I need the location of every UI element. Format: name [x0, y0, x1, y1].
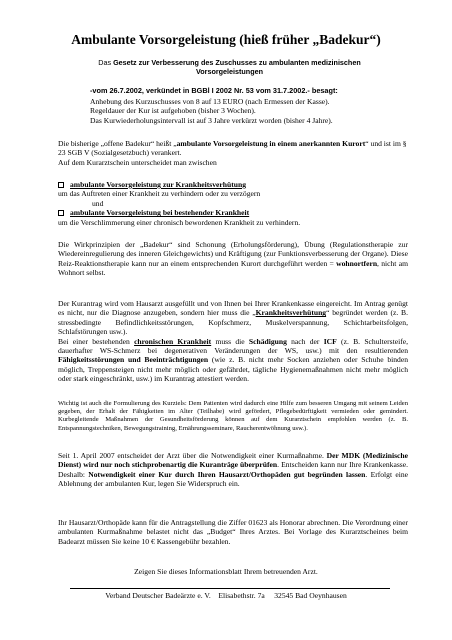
footer-address: Verband Deutscher Badeärzte e. V. Elisabethstr. 7a 32545 Bad Oeynhausen — [105, 591, 347, 600]
intro-text — [82, 58, 377, 76]
change-item: Das Kurwiederholungsintervall ist auf 3 Jahre verkürzt worden (bisher 4 Jahre). — [90, 115, 333, 125]
law-date-line: -vom 26.7.2002, verkündet in BGBl I 2002 Nr. 53 vom 31.7.2002.- besagt: — [90, 86, 338, 95]
checkbox-icon — [58, 182, 64, 188]
paragraph-kurantrag: Der Kurantrag wird vom Hausarzt ausgefüllt und von Ihnen bei Ihrer Krankenkasse eingereicht. Im Antrag genügt es nicht, nur die Diagnose anzugeben, sondern hier muss die „Krankheitsverhütung“ begründet werden (z. B. stressbedingte Befindlichkeitsstörungen, Kopfschmerz, Muskelverspannung, Schichtarbeitsfolgen, Schlafstörungen usw.). Bei einer bestehenden chronischen Krankheit muss die Schädigung nach der ICF (z. B. Schultersteife, dauerhafter WS-Schmerz bei degenerativen Veränderungen der WS, usw.) mit den resultierenden Fähigkeitsstörungen und Beeinträchtigungen (wie z. B. nicht mehr Socken anziehen oder Schuhe binden möglich, Treppensteigen nicht mehr möglich oder gefährdet, tägliche Hygienemaßnahmen nicht mehr möglich oder stark eingeschränkt, usw.) im Kurantrag attestiert werden. — [58, 299, 408, 384]
option-1-description: um das Auftreten einer Krankheit zu verhindern oder zu verzögern — [58, 189, 261, 199]
option-krankheitsverhuetung: ambulante Vorsorgeleistung zur Krankheitsverhütung — [58, 180, 408, 189]
paragraph-definition-last: Auf dem Kurarztschein unterscheidet man zwischen — [58, 157, 217, 167]
paragraph-kurziel: Wichtig ist auch die Formulierung des Kurziels: Dem Patienten wird dadurch eine Hilfe zum besseren Umgang mit seinem Leiden gegeben, der Erhalt der Fähigkeiten im Alter (Teilhabe) wird gefördert, Pflegebedürftigkeit vermieden oder gemindert. Kurbegleitende Maßnahmen der Gesundheitsförderung können auf dem Kurarztschein empfohlen werden (z. B. Entspannungstechniken, Bewegungstraining, Ernährungsseminare, Raucherentwöhnung usw.). — [58, 400, 408, 432]
checkbox-icon — [58, 210, 64, 216]
option-bestehende-krankheit: ambulante Vorsorgeleistung bei bestehender Krankheit — [58, 208, 408, 217]
change-item: Anhebung des Kurzuschusses von 8 auf 13 EURO (nach Ermessen der Kasse). — [90, 97, 330, 106]
document-title: Ambulante Vorsorgeleistung (hieß früher „Badekur“) — [71, 32, 381, 47]
paragraph-mdk: Seit 1. April 2007 entscheidet der Arzt über die Notwendigkeit einer Kurmaßnahme. Der MDK (Medizinische Dienst) wird nur noch stichprobenartig die Kuranträge überprüfen. Entscheiden kann nur Ihre Krankenkasse. Deshalb: Notwendigkeit einer Kur durch Ihren Hausarzt/Orthopäden gut begründen lassen. Erfolgt eine Ablehnung der ambulanten Kur, legen Sie Widerspruch ein. — [58, 451, 409, 489]
law-changes-list — [90, 97, 410, 125]
intro-prefix: Das — [98, 58, 114, 67]
intro-law-name: Gesetz zur Verbesserung des Zuschusses zu ambulanten medizinischen Vorsorgeleistungen — [113, 58, 361, 76]
closing-note: Zeigen Sie dieses Informationsblatt Ihrem betreuenden Arzt. — [134, 567, 318, 576]
paragraph-wirkprinzipien: Die Wirkprinzipien der „Badekur“ sind Schonung (Erholungsförderung), Übung (Regulationstherapie zur Wiedereinregulierung des inneren Gleichgewichts) und Kräftigung (zur Funktionsverbesserung der Organe). Diese Reiz-Reaktionstherapie kann nur an einem entsprechenden Kurort durchgeführt werden = wohnortfern, nicht am Wohnort selbst. — [58, 240, 408, 278]
option-separator: und — [92, 198, 104, 208]
paragraph-honorar: Ihr Hausarzt/Orthopäde kann für die Antragstellung die Ziffer 01623 als Honorar abrechnen. Die Verordnung einer ambulanten Kurmaßnahme belastet nicht das „Budget“ Ihres Arztes. Bei Vorlage des Kurarztscheines beim Badearzt müssen Sie keine 10 € Kassengebühr bezahlen. — [58, 518, 408, 546]
change-item: Regeldauer der Kur ist aufgehoben (bisher 3 Wochen). — [90, 106, 256, 116]
term-ambulante-vorsorge: ambulante Vorsorgeleistung in einem anerkannten Kurort — [176, 139, 366, 148]
paragraph-definition: Die bisherige „offene Badekur“ heißt „ambulante Vorsorgeleistung in einem anerkannten Kurort“ und ist im § 23 SGB V (Sozialgesetzbuch) verankert. Auf dem Kurarztschein unterscheidet man zwischen — [58, 139, 407, 167]
footer-divider — [70, 588, 390, 589]
options-list — [58, 180, 408, 227]
option-2-description: um die Verschlimmerung einer chronisch bewordenen Krankheit zu verhindern. — [58, 217, 301, 227]
